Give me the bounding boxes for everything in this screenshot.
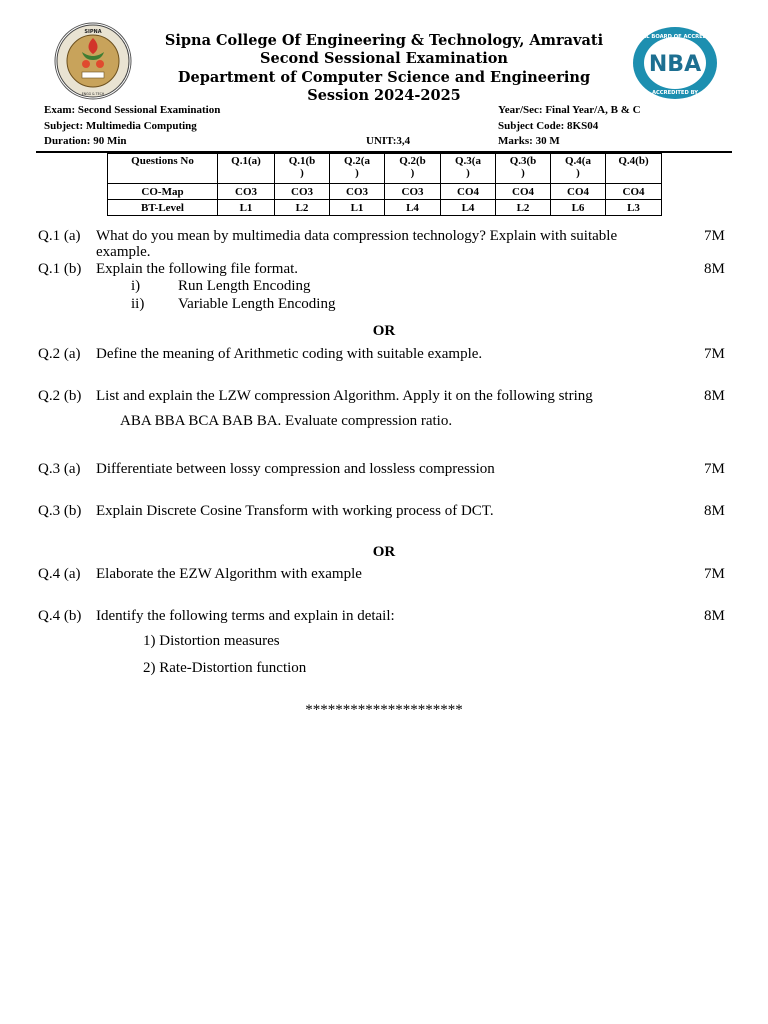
- table-cell: CO3: [330, 184, 385, 200]
- year-sec-label: Year/Sec: Final Year/A, B & C: [498, 104, 641, 116]
- question-header: Q.4(b): [606, 154, 662, 184]
- or-separator: OR: [372, 323, 396, 339]
- table-cell: CO4: [606, 184, 662, 200]
- question-marks: 8M: [704, 388, 725, 404]
- list-item: Run Length Encoding: [178, 278, 311, 294]
- question-number: Q.4 (b): [38, 608, 82, 624]
- table-cell: CO4: [496, 184, 551, 200]
- row-header: Questions No: [108, 154, 218, 184]
- table-cell: L1: [218, 200, 275, 216]
- table-row: [108, 154, 662, 184]
- question-marks: 8M: [704, 261, 725, 277]
- table-cell: CO3: [218, 184, 275, 200]
- row-header: BT-Level: [108, 200, 218, 216]
- question-text: Explain Discrete Cosine Transform with working process of DCT.: [96, 503, 494, 519]
- marks-label: Marks: 30 M: [498, 135, 560, 147]
- question-text: List and explain the LZW compression Algorithm. Apply it on the following string: [96, 388, 593, 404]
- table-cell: L4: [441, 200, 496, 216]
- department-name: Department of Computer Science and Engineering: [177, 69, 591, 86]
- table-cell: L2: [275, 200, 330, 216]
- college-logo: [54, 22, 132, 100]
- question-number: Q.2 (b): [38, 388, 82, 404]
- question-text-continued: example.: [96, 244, 151, 260]
- college-logo-title: SIPNA: [84, 29, 102, 35]
- question-marks: 7M: [704, 346, 725, 362]
- question-number: Q.3 (b): [38, 503, 82, 519]
- list-item: 1) Distortion measures: [143, 633, 280, 649]
- question-text: What do you mean by multimedia data compression technology? Explain with suitable: [96, 228, 618, 244]
- question-marks: 8M: [704, 503, 725, 519]
- or-separator: OR: [372, 544, 396, 560]
- list-item: Variable Length Encoding: [178, 296, 336, 312]
- question-header: Q.2(a ): [330, 154, 385, 184]
- question-number: Q.2 (a): [38, 346, 81, 362]
- question-text: Define the meaning of Arithmetic coding with suitable example.: [96, 346, 483, 362]
- list-item-number: ii): [131, 296, 145, 312]
- table-cell: CO3: [385, 184, 441, 200]
- question-header: Q.2(b ): [385, 154, 441, 184]
- question-header: Q.1(b ): [275, 154, 330, 184]
- svg-text:ENGG & TECH: ENGG & TECH: [81, 92, 105, 96]
- question-text: Elaborate the EZW Algorithm with example: [96, 566, 362, 582]
- question-marks: 8M: [704, 608, 725, 624]
- list-item: 2) Rate-Distortion function: [143, 660, 307, 676]
- table-cell: CO3: [275, 184, 330, 200]
- question-header: Q.3(a ): [441, 154, 496, 184]
- nba-logo: [620, 26, 730, 100]
- duration-label: Duration: 90 Min: [44, 135, 127, 147]
- co-mapping-table: [107, 153, 662, 216]
- question-header: Q.3(b ): [496, 154, 551, 184]
- question-text: Differentiate between lossy compression and lossless compression: [96, 461, 495, 477]
- question-header: Q.4(a ): [551, 154, 606, 184]
- question-number: Q.4 (a): [38, 566, 81, 582]
- nba-logo-center-text: NBA: [648, 52, 702, 77]
- college-name: Sipna College Of Engineering & Technology, Amravati: [164, 32, 604, 49]
- question-marks: 7M: [704, 461, 725, 477]
- subject-label: Subject: Multimedia Computing: [44, 120, 197, 132]
- table-cell: L6: [551, 200, 606, 216]
- list-item-number: i): [131, 278, 141, 294]
- question-text: Identify the following terms and explain in detail:: [96, 608, 395, 624]
- exam-title: Second Sessional Examination: [260, 50, 508, 67]
- subject-code-label: Subject Code: 8KS04: [498, 120, 599, 132]
- table-cell: L2: [496, 200, 551, 216]
- end-of-paper-marker: *********************: [305, 702, 463, 718]
- table-cell: CO4: [551, 184, 606, 200]
- question-number: Q.1 (b): [38, 261, 82, 277]
- table-row: [108, 184, 662, 200]
- table-cell: L4: [385, 200, 441, 216]
- table-row: [108, 200, 662, 216]
- table-cell: CO4: [441, 184, 496, 200]
- table-cell: L1: [330, 200, 385, 216]
- question-text: Explain the following file format.: [96, 261, 299, 277]
- question-header: Q.1(a): [218, 154, 275, 184]
- session: Session 2024-2025: [307, 87, 461, 104]
- table-cell: L3: [606, 200, 662, 216]
- question-marks: 7M: [704, 566, 725, 582]
- exam-label: Exam: Second Sessional Examination: [44, 104, 221, 116]
- nba-logo-bottom-text: ACCREDITED BY: [651, 90, 699, 96]
- svg-text:NATIONAL BOARD OF ACCREDITATIO: NATIONAL BOARD OF ACCREDITATION: [620, 34, 730, 40]
- row-header: CO-Map: [108, 184, 218, 200]
- unit-label: UNIT:3,4: [366, 135, 411, 147]
- question-marks: 7M: [704, 228, 725, 244]
- question-number: Q.1 (a): [38, 228, 81, 244]
- question-text-continued: ABA BBA BCA BAB BA. Evaluate compression ratio.: [120, 413, 453, 429]
- question-number: Q.3 (a): [38, 461, 81, 477]
